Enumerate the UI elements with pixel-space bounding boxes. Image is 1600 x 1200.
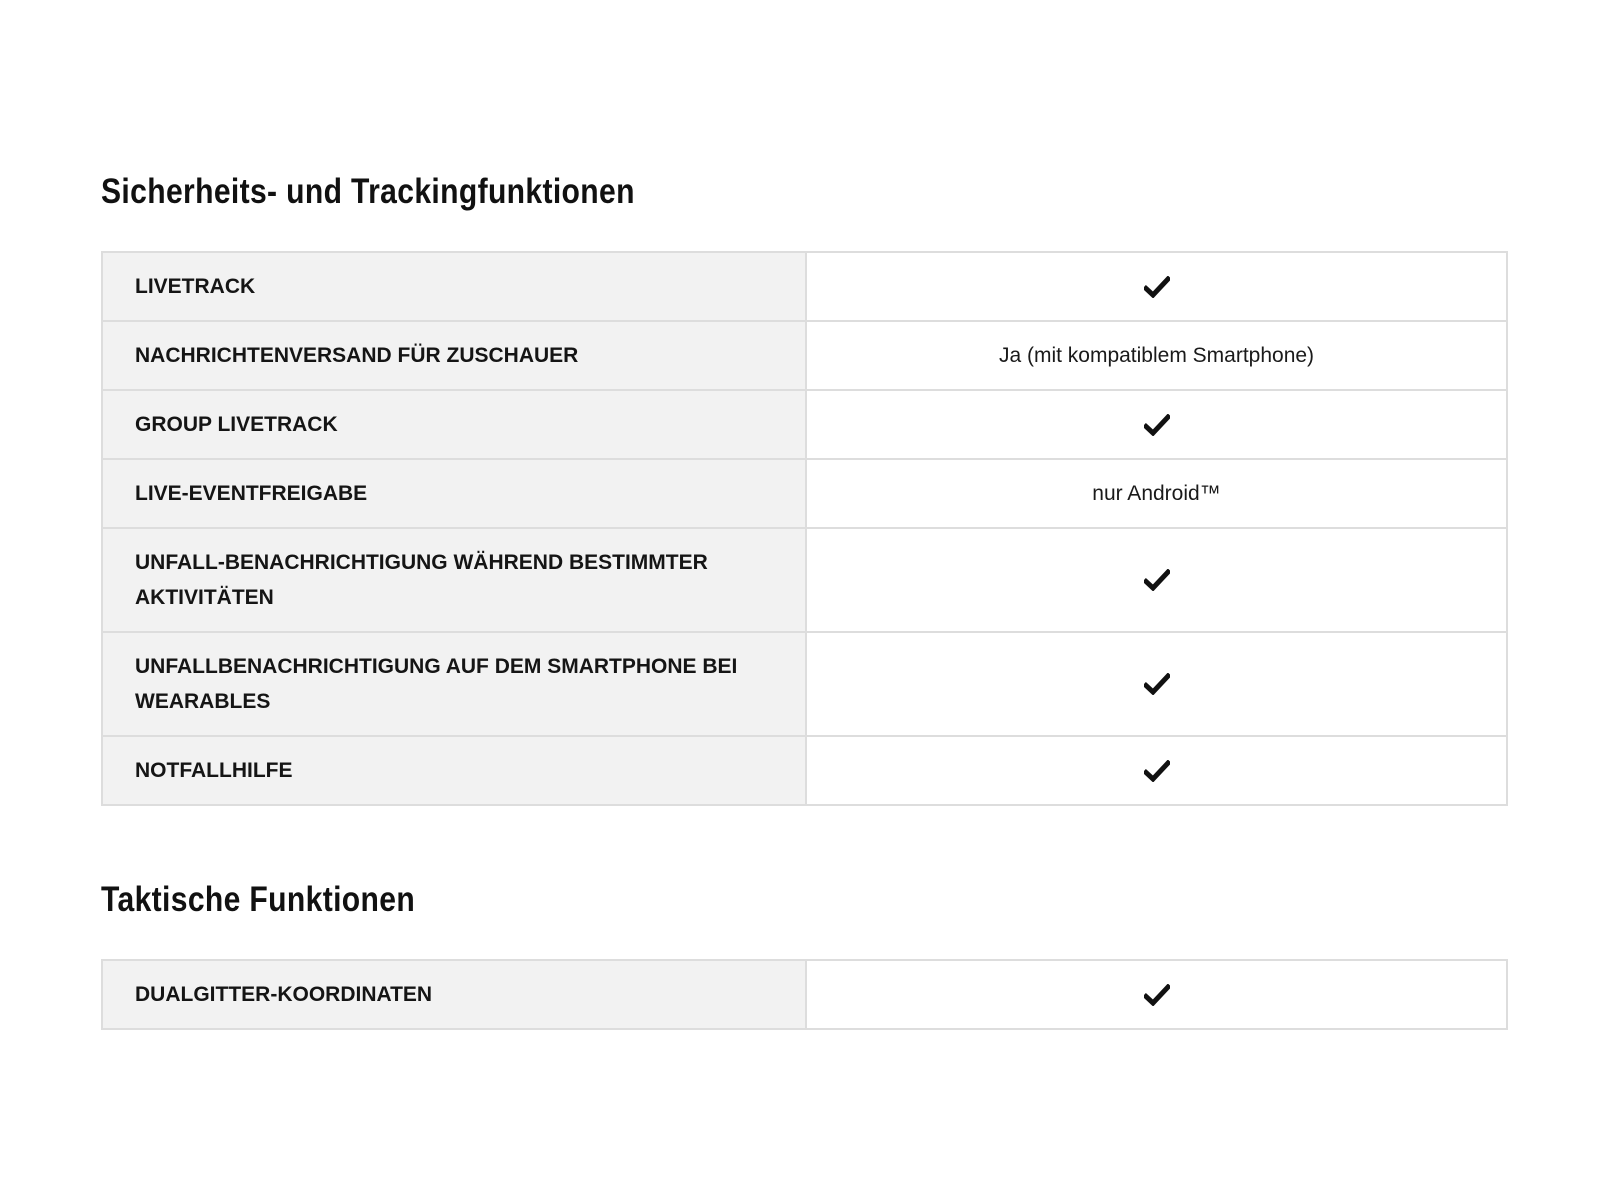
table-row	[102, 321, 1507, 390]
feature-value	[806, 528, 1507, 632]
table-row	[102, 252, 1507, 321]
section-safety-tracking	[101, 172, 1508, 806]
table-row	[102, 459, 1507, 528]
feature-value: nur Android™	[806, 459, 1507, 528]
spec-table	[101, 959, 1508, 1030]
check-icon	[1144, 414, 1170, 436]
feature-label: UNFALLBENACHRICHTIGUNG AUF DEM SMARTPHONE BEI WEARABLES	[102, 632, 806, 736]
feature-value	[806, 390, 1507, 459]
section-tactical	[101, 880, 1508, 1030]
feature-value: Ja (mit kompatiblem Smartphone)	[806, 321, 1507, 390]
check-icon	[1144, 673, 1170, 695]
feature-label: DUALGITTER-KOORDINATEN	[102, 960, 806, 1029]
section-title: Taktische Funktionen	[101, 880, 416, 919]
feature-label: NACHRICHTENVERSAND FÜR ZUSCHAUER	[102, 321, 806, 390]
feature-value	[806, 736, 1507, 805]
table-row	[102, 960, 1507, 1029]
check-icon	[1144, 276, 1170, 298]
spec-table	[101, 251, 1508, 806]
table-row	[102, 528, 1507, 632]
check-icon	[1144, 569, 1170, 591]
feature-label: UNFALL-BENACHRICHTIGUNG WÄHREND BESTIMMTER AKTIVITÄTEN	[102, 528, 806, 632]
table-row	[102, 390, 1507, 459]
feature-value	[806, 960, 1507, 1029]
table-row	[102, 736, 1507, 805]
table-row	[102, 632, 1507, 736]
feature-value	[806, 252, 1507, 321]
check-icon	[1144, 984, 1170, 1006]
feature-label: GROUP LIVETRACK	[102, 390, 806, 459]
feature-label: LIVE-EVENTFREIGABE	[102, 459, 806, 528]
section-title: Sicherheits- und Trackingfunktionen	[101, 172, 635, 211]
check-icon	[1144, 760, 1170, 782]
feature-value	[806, 632, 1507, 736]
feature-label: NOTFALLHILFE	[102, 736, 806, 805]
feature-label: LIVETRACK	[102, 252, 806, 321]
